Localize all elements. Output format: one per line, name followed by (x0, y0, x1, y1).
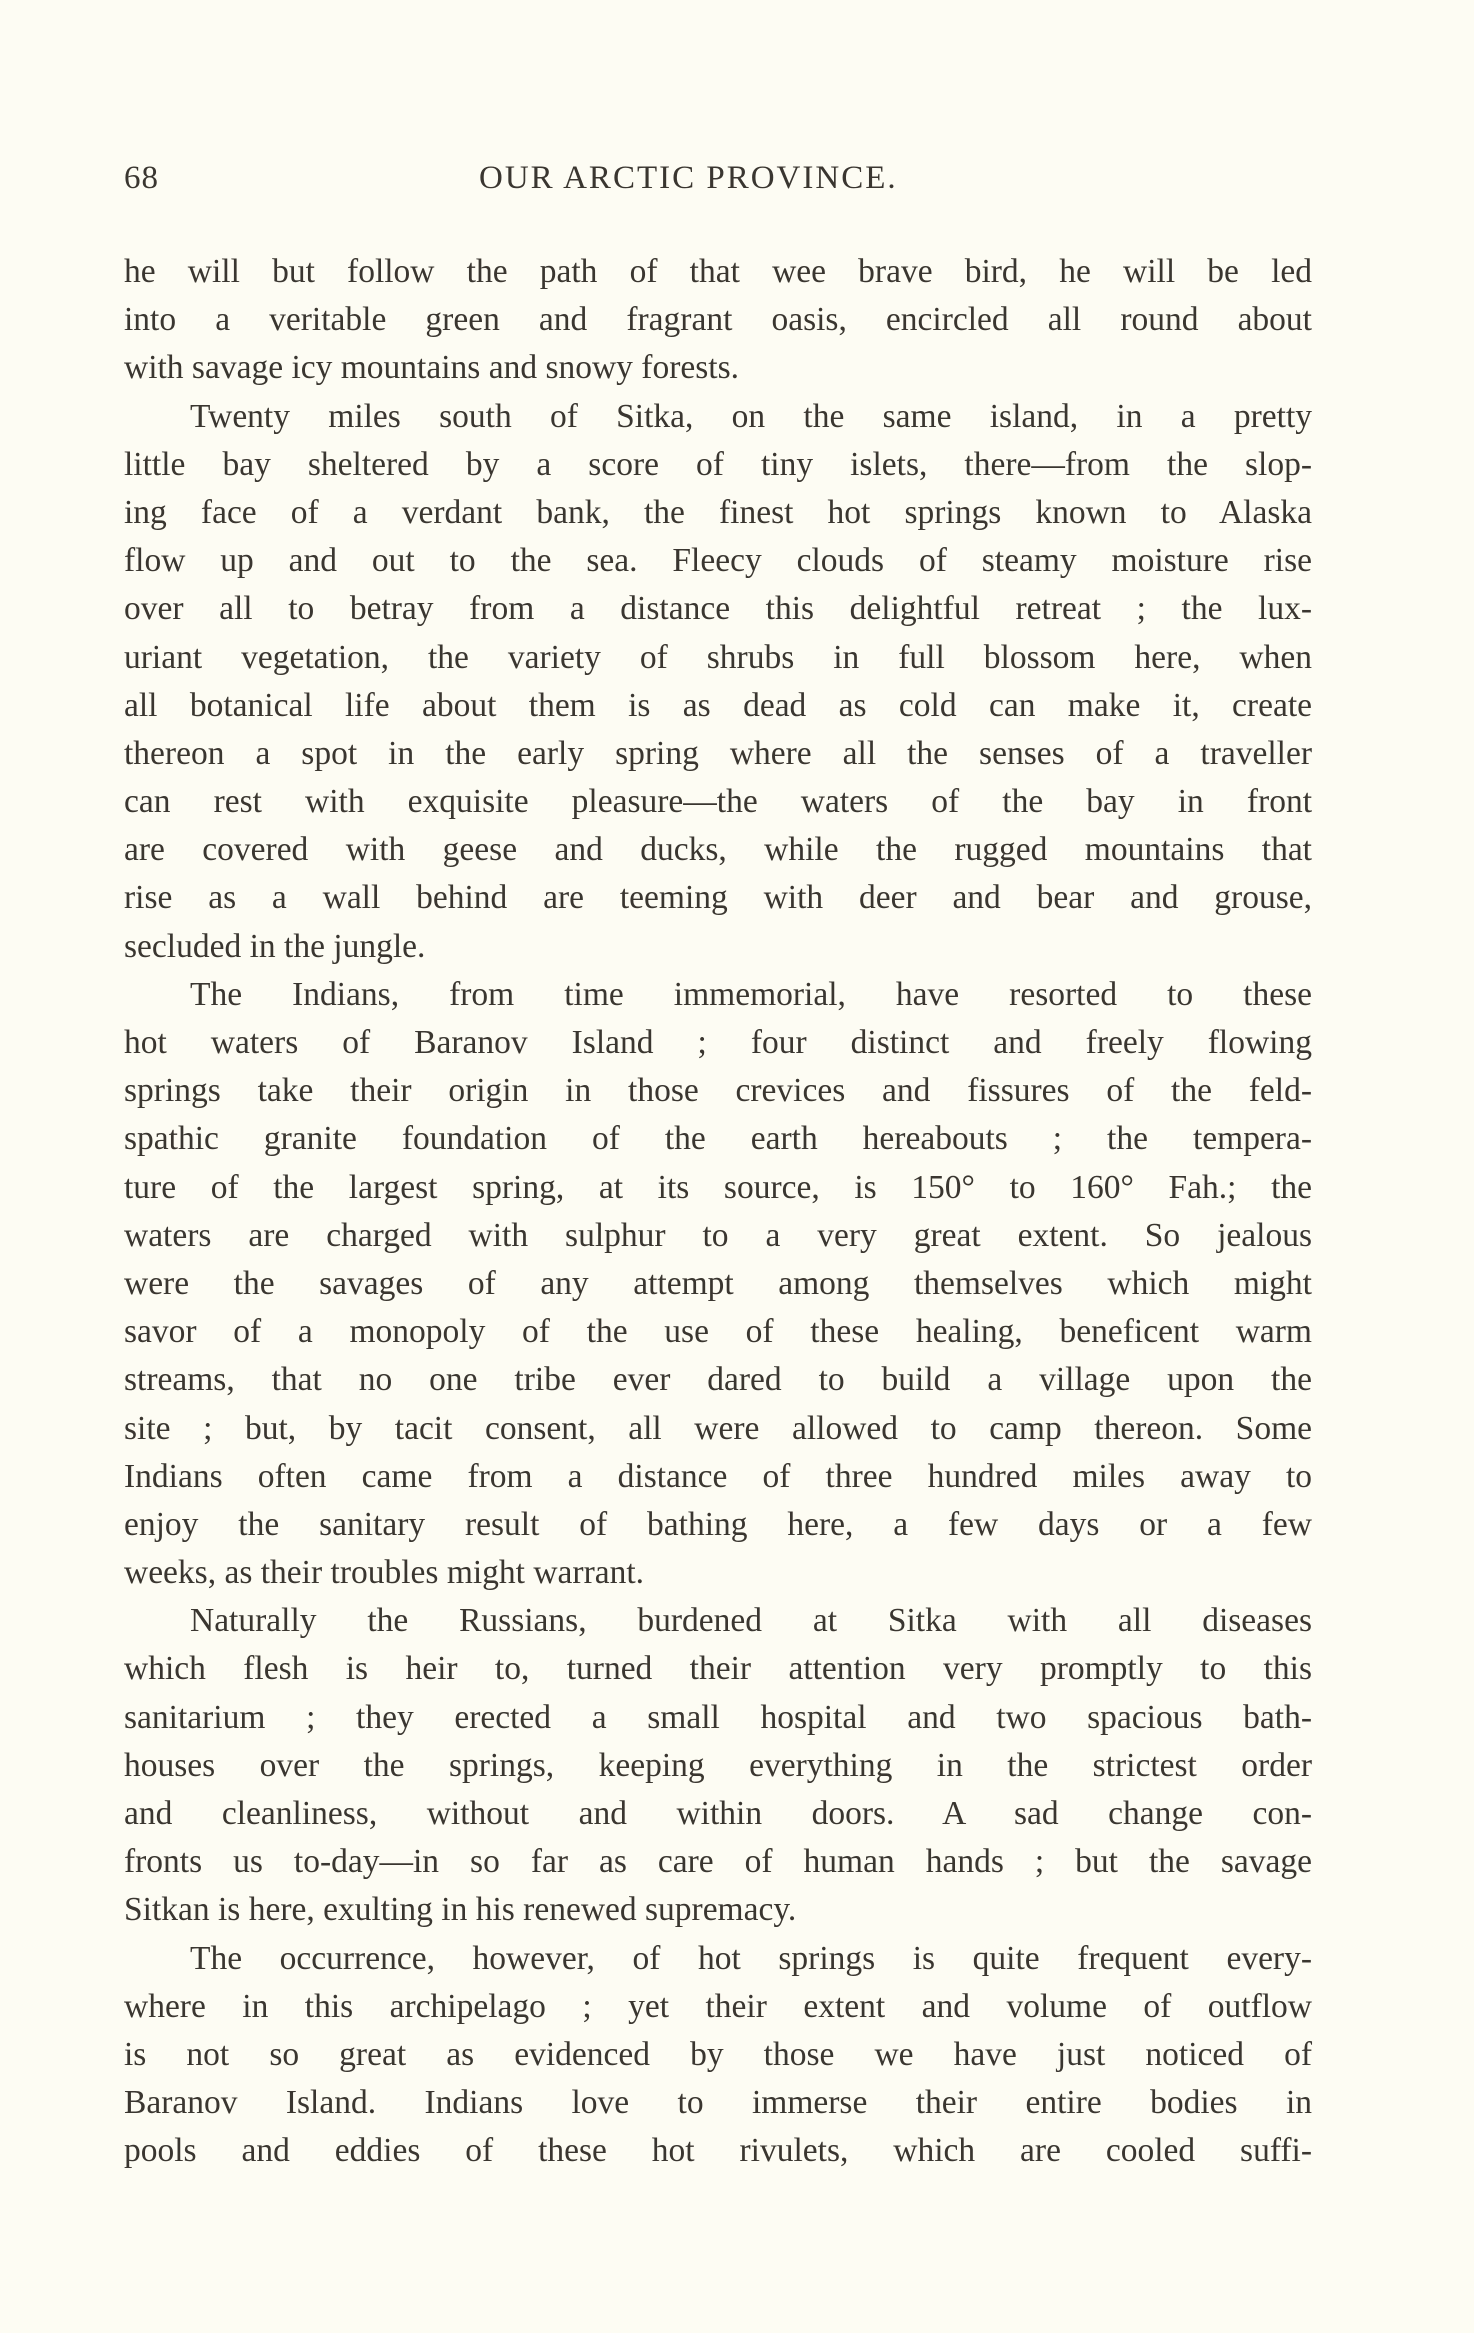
text-line: spathic granite foundation of the earth hereabouts ; the tempera- (124, 1120, 1312, 1158)
text-line: Indians often came from a distance of three hundred miles away to (124, 1457, 1312, 1495)
running-header (124, 160, 1314, 210)
text-line: site ; but, by tacit consent, all were allowed to camp thereon. Some (124, 1409, 1312, 1447)
text-line: Sitkan is here, exulting in his renewed supremacy. (124, 1891, 797, 1929)
text-line: were the savages of any attempt among themselves which might (124, 1264, 1312, 1302)
text-line: hot waters of Baranov Island ; four distinct and freely flowing (124, 1024, 1312, 1061)
text-line: into a veritable green and fragrant oasis, encircled all round about (124, 301, 1312, 339)
text-line: savor of a monopoly of the use of these healing, beneficent warm (124, 1313, 1312, 1351)
text-line: houses over the springs, keeping everything in the strictest order (124, 1746, 1312, 1784)
text-line: little bay sheltered by a score of tiny islets, there—from the slop- (124, 445, 1312, 483)
text-line: waters are charged with sulphur to a very great extent. So jealous (124, 1216, 1312, 1254)
text-line: is not so great as evidenced by those we have just noticed of (124, 2035, 1312, 2073)
running-title: OUR ARCTIC PROVINCE. (479, 160, 898, 196)
body-text (124, 248, 1312, 2176)
text-line: springs take their origin in those crevices and fissures of the feld- (124, 1072, 1312, 1110)
text-line: with savage icy mountains and snowy forests. (124, 349, 739, 387)
text-line: Naturally the Russians, burdened at Sitka with all diseases (190, 1602, 1312, 1640)
text-line: Baranov Island. Indians love to immerse their entire bodies in (124, 2084, 1312, 2122)
text-line: streams, that no one tribe ever dared to build a village upon the (124, 1361, 1312, 1399)
text-line: which flesh is heir to, turned their attention very promptly to this (124, 1650, 1312, 1688)
paragraph (124, 1597, 1312, 1934)
text-line: weeks, as their troubles might warrant. (124, 1554, 645, 1592)
text-line: ture of the largest spring, at its source, is 150° to 160° Fah.; the (124, 1168, 1312, 1206)
paragraph (124, 1935, 1312, 2176)
text-line: fronts us to-day—in so far as care of human hands ; but the savage (124, 1843, 1312, 1881)
text-line: uriant vegetation, the variety of shrubs in full blossom here, when (124, 638, 1312, 676)
text-line: secluded in the jungle. (124, 927, 426, 965)
text-line: sanitarium ; they erected a small hospital and two spacious bath- (124, 1698, 1312, 1736)
text-line: pools and eddies of these hot rivulets, which are cooled suffi- (124, 2132, 1312, 2170)
text-line: all botanical life about them is as dead as cold can make it, create (124, 686, 1312, 724)
paragraph (124, 248, 1312, 393)
text-line: The Indians, from time immemorial, have resorted to these (190, 975, 1312, 1013)
page-number: 68 (124, 160, 159, 196)
text-line: The occurrence, however, of hot springs is quite frequent every- (190, 1939, 1312, 1977)
paragraph (124, 971, 1312, 1597)
text-line: ing face of a verdant bank, the finest hot springs known to Alaska (124, 493, 1312, 531)
text-line: over all to betray from a distance this delightful retreat ; the lux- (124, 590, 1312, 628)
text-line: flow up and out to the sea. Fleecy clouds of steamy moisture rise (124, 542, 1312, 580)
text-line: and cleanliness, without and within doors. A sad change con- (124, 1795, 1312, 1832)
text-line: where in this archipelago ; yet their extent and volume of outflow (124, 1987, 1312, 2025)
text-line: are covered with geese and ducks, while the rugged mountains that (124, 831, 1312, 869)
text-line: Twenty miles south of Sitka, on the same island, in a pretty (190, 397, 1312, 435)
text-line: rise as a wall behind are teeming with deer and bear and grouse, (124, 879, 1312, 917)
text-line: can rest with exquisite pleasure—the waters of the bay in front (124, 783, 1312, 821)
text-line: he will but follow the path of that wee brave bird, he will be led (124, 253, 1312, 290)
text-line: enjoy the sanitary result of bathing here, a few days or a few (124, 1505, 1312, 1543)
paragraph (124, 393, 1312, 971)
text-line: thereon a spot in the early spring where all the senses of a traveller (124, 734, 1312, 772)
